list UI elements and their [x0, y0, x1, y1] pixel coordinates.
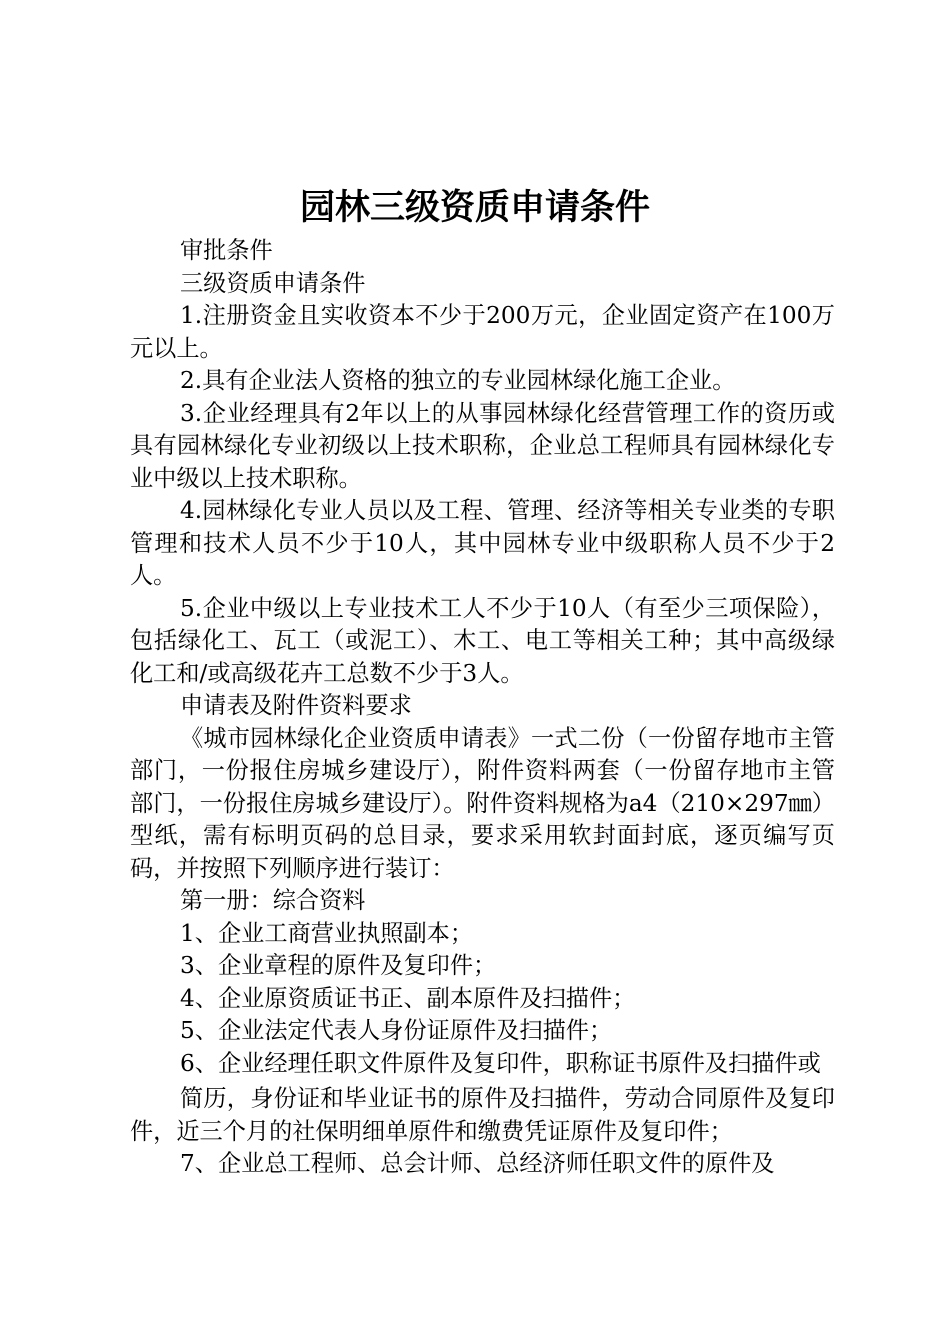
paragraph-application-form: 《城市园林绿化企业资质申请表》一式二份（一份留存地市主管部门，一份报住房城乡建设厅），附件资料两套（一份留存地市主管部门，一份报住房城乡建设厅）。附件资料规格为a4（210×297㎜）型纸，需有标明页码的总目录，要求采用软封面封底，逐页编写页码，并按照下列顺序进行装订： — [130, 724, 835, 882]
paragraph-condition-1: 1.注册资金且实收资本不少于200万元，企业固定资产在100万元以上。 — [130, 302, 835, 362]
list-item-1: 1、企业工商营业执照副本； — [180, 919, 474, 947]
paragraph-volume-1: 第一册：综合资料 — [180, 887, 366, 914]
document-body — [130, 235, 835, 1181]
list-item-4: 4、企业原资质证书正、副本原件及扫描件； — [180, 984, 636, 1012]
list-item-5: 5、企业法定代表人身份证原件及扫描件； — [180, 1017, 613, 1044]
paragraph-condition-5: 5.企业中级以上专业技术工人不少于10人（有至少三项保险），包括绿化工、瓦工（或泥工）、木工、电工等相关工种；其中高级绿化工和/或高级花卉工总数不少于3人。 — [130, 594, 835, 687]
list-item-7: 7、企业总工程师、总会计师、总经济师任职文件的原件及 — [180, 1150, 775, 1177]
paragraph-condition-3: 3.企业经理具有2年以上的从事园林绿化经营管理工作的资历或具有园林绿化专业初级以上技术职称，企业总工程师具有园林绿化专业中级以上技术职称。 — [130, 399, 835, 492]
paragraph-level3-conditions: 三级资质申请条件 — [180, 269, 366, 297]
paragraph-condition-2: 2.具有企业法人资格的独立的专业园林绿化施工企业。 — [180, 367, 736, 394]
paragraph-condition-4: 4.园林绿化专业人员以及工程、管理、经济等相关专业类的专职管理和技术人员不少于10人，其中园林专业中级职称人员不少于2人。 — [130, 497, 835, 589]
paragraph-approval-conditions: 审批条件 — [180, 237, 273, 264]
list-item-6: 6、企业经理任职文件原件及复印件，职称证书原件及扫描件或 — [180, 1049, 821, 1077]
document-title: 园林三级资质申请条件 — [299, 188, 650, 228]
paragraph-application-requirements: 申请表及附件资料要求 — [180, 692, 412, 719]
list-item-3: 3、企业章程的原件及复印件； — [180, 952, 497, 979]
list-item-6-continued: 简历，身份证和毕业证书的原件及扫描件，劳动合同原件及复印件，近三个月的社保明细单原件和缴费凭证原件及复印件； — [130, 1085, 835, 1145]
